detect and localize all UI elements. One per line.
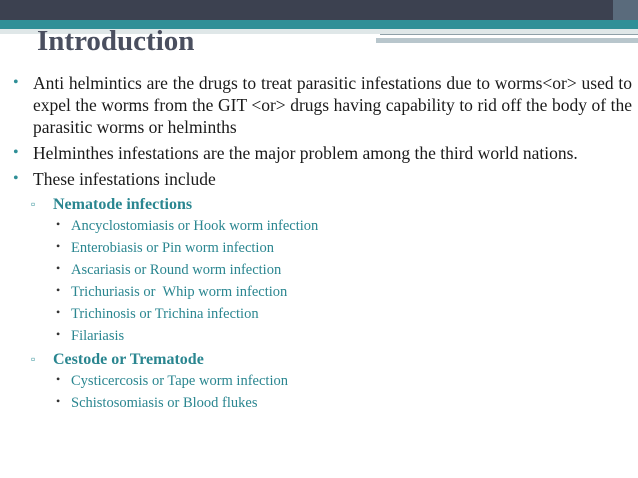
dot-bullet-icon: • xyxy=(56,217,61,231)
list-item-text: Trichuriasis or Whip worm infection xyxy=(71,284,288,300)
bullet-icon: • xyxy=(13,170,19,187)
list-item-text: Cysticercosis or Tape worm infection xyxy=(71,373,288,389)
dot-bullet-icon: • xyxy=(56,283,61,297)
square-bullet-icon: ▫ xyxy=(31,197,36,211)
dot-bullet-icon: • xyxy=(56,327,61,341)
list-item xyxy=(10,259,632,281)
bullet-icon: • xyxy=(13,144,19,161)
list-item-text: Ascariasis or Round worm infection xyxy=(71,262,282,278)
header-accent-box xyxy=(613,0,638,20)
subheading-cestode xyxy=(10,349,632,370)
list-item-text: Filariasis xyxy=(71,328,125,344)
list-item xyxy=(10,281,632,303)
list-item xyxy=(10,215,632,237)
dot-bullet-icon: • xyxy=(56,239,61,253)
slide-title: Introduction xyxy=(37,25,195,57)
square-bullet-icon: ▫ xyxy=(31,352,36,366)
header-dark-bar xyxy=(0,0,638,20)
dot-bullet-icon: • xyxy=(56,394,61,408)
bullet-text: Helminthes infestations are the major problem among the third world nations. xyxy=(33,143,578,163)
bullet-text: Anti helmintics are the drugs to treat parasitic infestations due to worms<or> used to expel the worms from the GIT <or> drugs having capability to rid off the body of the parasitic worms or helminths xyxy=(33,73,632,137)
dot-bullet-icon: • xyxy=(56,305,61,319)
list-item xyxy=(10,237,632,259)
list-item-text: Ancyclostomiasis or Hook worm infection xyxy=(71,218,319,234)
subheading-text: Nematode infections xyxy=(53,196,193,213)
subheading-text: Cestode or Trematode xyxy=(53,351,204,368)
list-item xyxy=(10,392,632,414)
header-accent-bar xyxy=(376,38,638,43)
bullet-item xyxy=(10,72,632,138)
list-item xyxy=(10,303,632,325)
dot-bullet-icon: • xyxy=(56,372,61,386)
list-item-text: Schistosomiasis or Blood flukes xyxy=(71,395,258,411)
list-item-text: Trichinosis or Trichina infection xyxy=(71,306,259,322)
bullet-item xyxy=(10,142,632,164)
list-item-text: Enterobiasis or Pin worm infection xyxy=(71,240,274,256)
header-thin-line xyxy=(380,34,638,35)
slide-content xyxy=(10,72,632,414)
list-item xyxy=(10,370,632,392)
bullet-text: These infestations include xyxy=(33,169,216,189)
dot-bullet-icon: • xyxy=(56,261,61,275)
subheading-nematode xyxy=(10,194,632,215)
list-item xyxy=(10,325,632,347)
bullet-icon: • xyxy=(13,74,19,91)
bullet-item xyxy=(10,168,632,190)
